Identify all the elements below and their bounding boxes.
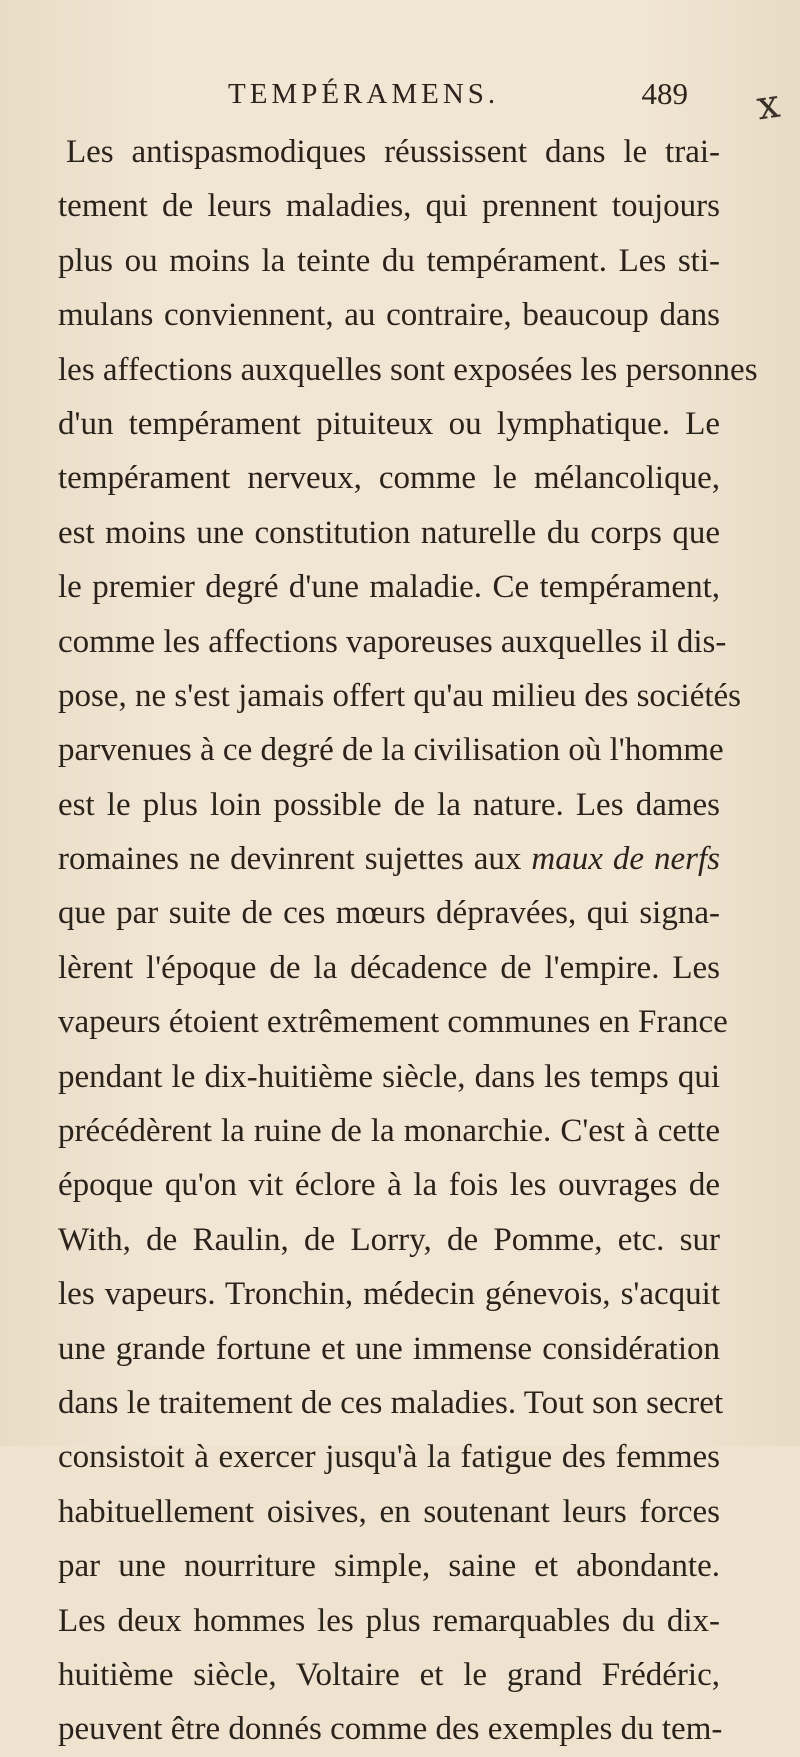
text-line: Les deux hommes les plus remarquables du dix- bbox=[58, 1602, 720, 1639]
page-header bbox=[228, 78, 688, 118]
text-line: que par suite de ces mœurs dépravées, qui signa- bbox=[58, 895, 720, 932]
text-line: mulans conviennent, au contraire, beaucoup dans bbox=[58, 297, 720, 334]
text-line: romaines ne devinrent sujettes aux maux de nerfs bbox=[58, 841, 720, 878]
text-line: précédèrent la ruine de la monarchie. C'est à cette bbox=[58, 1113, 720, 1150]
margin-annotation-mark: x bbox=[753, 80, 783, 130]
text-line: les vapeurs. Tronchin, médecin génevois, s'acquit bbox=[58, 1276, 720, 1313]
text-line: dans le traitement de ces maladies. Tout son secret bbox=[58, 1384, 724, 1421]
text-line: pendant le dix-huitième siècle, dans les temps qui bbox=[58, 1058, 720, 1095]
text-line: vapeurs étoient extrêmement communes en France bbox=[58, 1004, 728, 1041]
text-line: par une nourriture simple, saine et abondante. bbox=[58, 1548, 720, 1585]
text-line: une grande fortune et une immense considération bbox=[58, 1330, 720, 1367]
text-line: le premier degré d'une maladie. Ce tempérament, bbox=[58, 569, 720, 606]
text-line: consistoit à exercer jusqu'à la fatigue des femmes bbox=[58, 1439, 720, 1476]
page-number: 489 bbox=[641, 76, 688, 111]
emphasized-phrase: maux de nerfs bbox=[531, 841, 720, 878]
text-line: d'un tempérament pituiteux ou lymphatique. Le bbox=[58, 405, 720, 442]
text-line: comme les affections vaporeuses auxquelles il dis- bbox=[58, 623, 727, 660]
text-line: peuvent être donnés comme des exemples du tem- bbox=[58, 1711, 723, 1748]
text-line: lèrent l'époque de la décadence de l'empire. Les bbox=[58, 949, 720, 986]
body-text bbox=[58, 125, 758, 1757]
text-line: With, de Raulin, de Lorry, de Pomme, etc. sur bbox=[58, 1221, 720, 1258]
text-line: est le plus loin possible de la nature. Les dames bbox=[58, 786, 720, 823]
running-title: TEMPÉRAMENS. bbox=[228, 78, 500, 110]
text-line: pose, ne s'est jamais offert qu'au milieu des sociétés bbox=[58, 677, 742, 714]
text-line: parvenues à ce degré de la civilisation où l'homme bbox=[58, 732, 724, 769]
text-line: tempérament nerveux, comme le mélancolique, bbox=[58, 460, 720, 497]
text-line: époque qu'on vit éclore à la fois les ouvrages de bbox=[58, 1167, 720, 1204]
text-line: tement de leurs maladies, qui prennent toujours bbox=[58, 188, 720, 225]
text-line: plus ou moins la teinte du tempérament. Les sti- bbox=[58, 242, 720, 279]
text-line: Les antispasmodiques réussissent dans le trai- bbox=[66, 134, 720, 170]
text-line: habituellement oisives, en soutenant leurs forces bbox=[58, 1493, 720, 1530]
text-line: est moins une constitution naturelle du corps que bbox=[58, 514, 720, 551]
text-line: les affections auxquelles sont exposées les personnes bbox=[58, 351, 758, 388]
text-line: huitième siècle, Voltaire et le grand Frédéric, bbox=[58, 1656, 720, 1693]
